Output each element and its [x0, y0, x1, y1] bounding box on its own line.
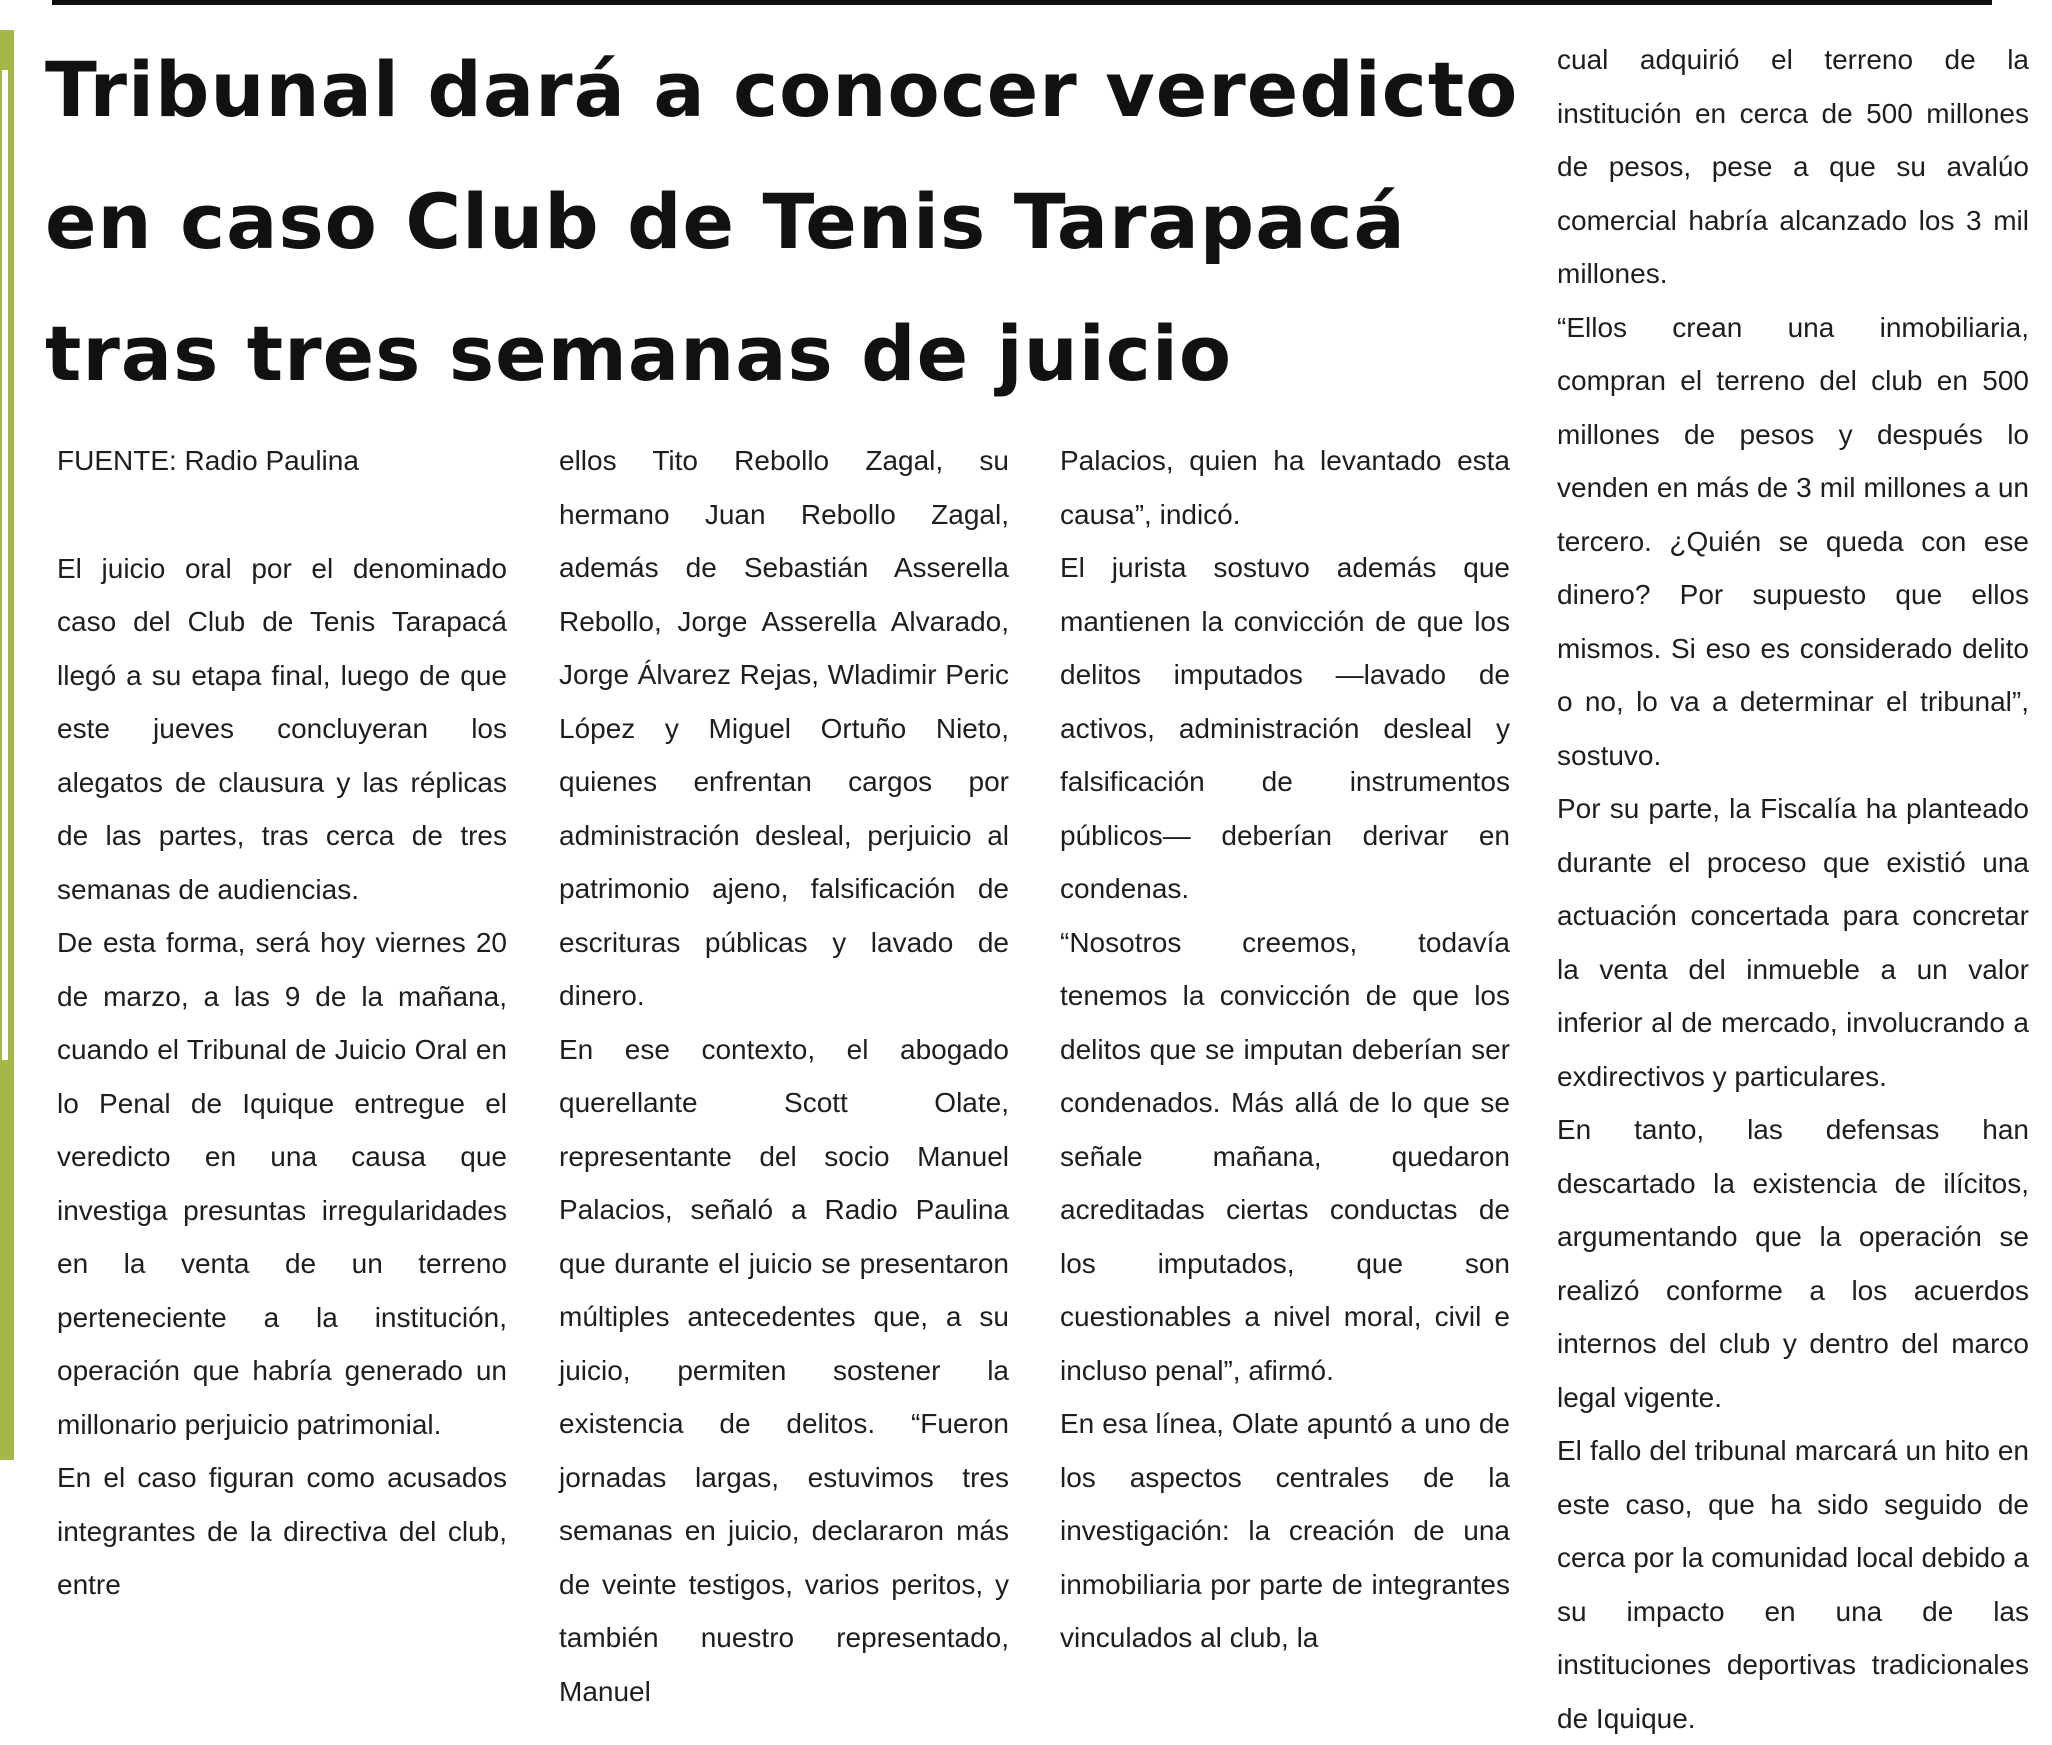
paragraph: El juicio oral por el denominado caso del Club de Tenis Tarapacá llegó a su etapa final, luego de que este jueves concluyeran los alegatos de clausura y las réplicas de las partes, tras cerca de tres semanas de audiencias.	[57, 552, 507, 905]
paragraph: cual adquirió el terreno de la institución en cerca de 500 millones de pesos, pese a que su avalúo comercial habría alcanzado los 3 mil millones.	[1557, 44, 2029, 289]
paragraph: En esa línea, Olate apuntó a uno de los aspectos centrales de la investigación: la creación de una inmobiliaria por parte de integrantes vinculados al club, la	[1060, 1408, 1510, 1653]
headline-line-1: Tribunal dará a conocer veredicto	[45, 45, 1519, 134]
article-headline	[45, 24, 1525, 420]
top-rule	[52, 0, 1992, 5]
paragraph: En ese contexto, el abogado querellante Scott Olate, representante del socio Manuel Palacios, señaló a Radio Paulina que durante el juicio se presentaron múltiples antecedentes que, a su juicio, permiten sostener la existencia de delitos. “Fueron jornadas largas, estuvimos tres semanas en juicio, declararon más de veinte testigos, varios peritos, y también nuestro representado, Manuel	[559, 1033, 1009, 1707]
article-column-2	[559, 434, 1009, 1718]
headline-line-2: en caso Club de Tenis Tarapacá	[45, 177, 1406, 266]
headline-line-3: tras tres semanas de juicio	[45, 309, 1233, 398]
paragraph: ellos Tito Rebollo Zagal, su hermano Juan Rebollo Zagal, además de Sebastián Asserella Rebollo, Jorge Asserella Alvarado, Jorge Álvarez Rejas, Wladimir Peric López y Miguel Ortuño Nieto, quienes enfrentan cargos por administración desleal, perjuicio al patrimonio ajeno, falsificación de escrituras públicas y lavado de dinero.	[559, 445, 1009, 1011]
article-column-3	[1060, 434, 1510, 1665]
paragraph: En el caso figuran como acusados integrantes de la directiva del club, entre	[57, 1462, 507, 1600]
paragraph: “Ellos crean una inmobiliaria, compran el terreno del club en 500 millones de pesos y después lo venden en más de 3 mil millones a un tercero. ¿Quién se queda con ese dinero? Por supuesto que ellos mismos. Si eso es considerado delito o no, lo va a determinar el tribunal”, sostuvo.	[1557, 311, 2029, 771]
paragraph: Por su parte, la Fiscalía ha planteado durante el proceso que existió una actuación concertada para concretar la venta del inmueble a un valor inferior al de mercado, involucrando a exdirectivos y particulares.	[1557, 793, 2029, 1092]
article-column-1	[57, 434, 507, 1612]
paragraph: De esta forma, será hoy viernes 20 de marzo, a las 9 de la mañana, cuando el Tribunal de Juicio Oral en lo Penal de Iquique entregue el veredicto en una causa que investiga presuntas irregularidades en la venta de un terreno perteneciente a la institución, operación que habría generado un millonario perjuicio patrimonial.	[57, 927, 507, 1440]
accent-side-bar	[0, 30, 14, 1460]
article-source: FUENTE: Radio Paulina	[57, 445, 359, 476]
paragraph: El jurista sostuvo además que mantienen la convicción de que los delitos imputados —lavado de activos, administración desleal y falsificación de instrumentos públicos— deberían derivar en condenas.	[1060, 552, 1510, 904]
paragraph: El fallo del tribunal marcará un hito en este caso, que ha sido seguido de cerca por la comunidad local debido a su impacto en una de las instituciones deportivas tradicionales de Iquique.	[1557, 1435, 2029, 1734]
paragraph: “Nosotros creemos, todavía tenemos la convicción de que los delitos que se imputan deberían ser condenados. Más allá de lo que se señale mañana, quedaron acreditadas ciertas conductas de los imputados, que son cuestionables a nivel moral, civil e incluso penal”, afirmó.	[1060, 926, 1510, 1386]
paragraph: Palacios, quien ha levantado esta causa”, indicó.	[1060, 445, 1510, 530]
accent-side-bar-inner	[2, 70, 8, 1060]
paragraph: En tanto, las defensas han descartado la existencia de ilícitos, argumentando que la operación se realizó conforme a los acuerdos internos del club y dentro del marco legal vigente.	[1557, 1114, 2029, 1413]
article-column-4	[1557, 33, 2029, 1745]
